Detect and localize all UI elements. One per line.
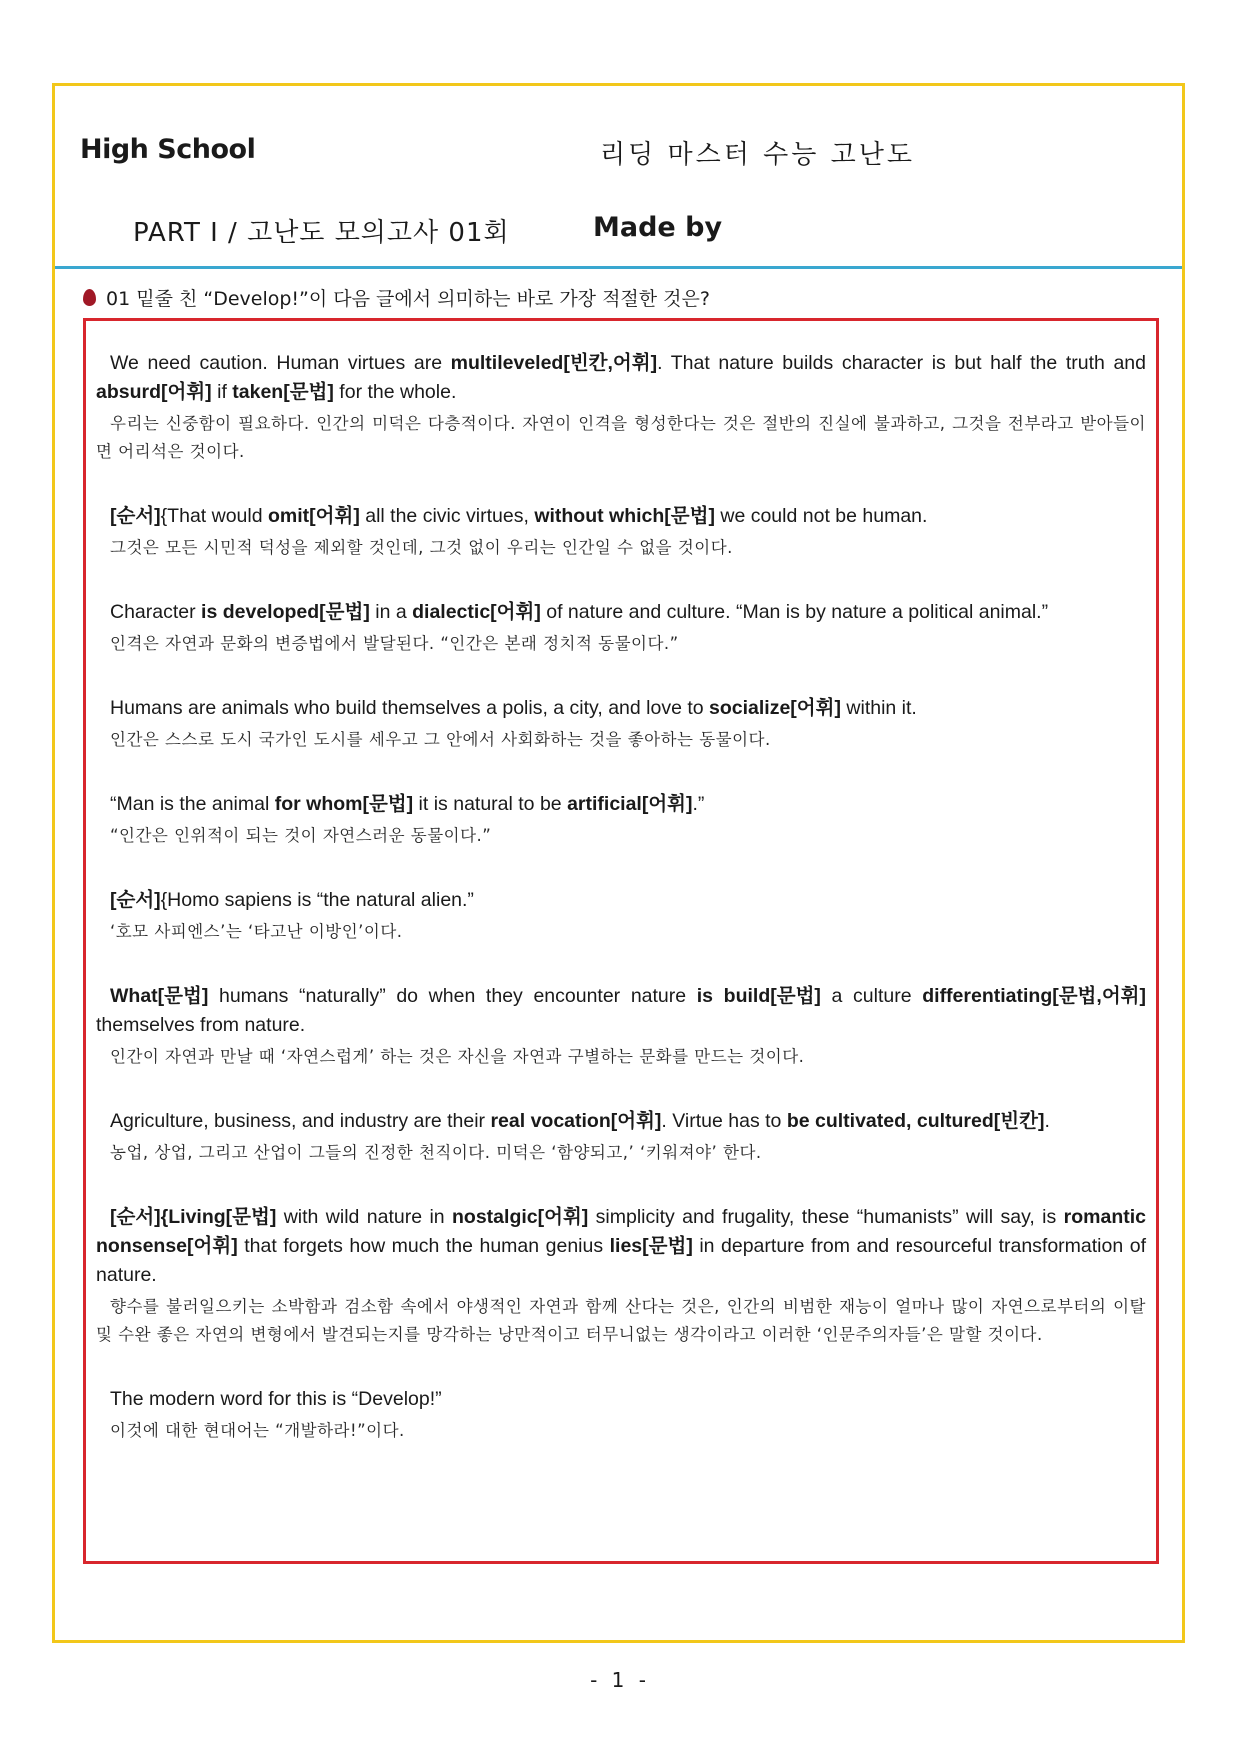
sentence-text: . That nature builds character is but half the truth and	[657, 352, 1146, 374]
sentence-text: of nature and culture. “Man is by nature a political animal.”	[540, 601, 1049, 623]
passage-paragraph	[96, 694, 1146, 754]
sentence-text: within it.	[840, 697, 917, 719]
sentence-text: .”	[692, 793, 705, 815]
passage-paragraph	[96, 502, 1146, 562]
passage-paragraph	[96, 1107, 1146, 1167]
sentence-text: that forgets how much the human genius	[237, 1235, 610, 1257]
sentence-text: .	[1044, 1110, 1050, 1132]
sentence-text: {Homo sapiens is “the natural alien.”	[160, 889, 474, 911]
page-number: - 1 -	[590, 1668, 650, 1692]
keyword-annotation: [순서]	[110, 505, 161, 527]
english-sentence	[96, 1385, 1146, 1414]
english-sentence	[96, 1107, 1146, 1136]
korean-translation: 인격은 자연과 문화의 변증법에서 발달된다. “인간은 본래 정치적 동물이다.”	[110, 634, 679, 653]
english-sentence	[96, 790, 1146, 819]
sentence-text: simplicity and frugality, these “humanists” will say, is	[588, 1206, 1064, 1228]
passage-paragraph	[96, 982, 1146, 1071]
english-sentence	[96, 886, 1146, 915]
sentence-text: with wild nature in	[276, 1206, 453, 1228]
keyword-annotation: absurd[어휘]	[96, 381, 212, 403]
part-label: PART Ⅰ / 고난도 모의고사 01회	[133, 218, 510, 248]
korean-translation: 우리는 신중함이 필요하다. 인간의 미덕은 다층적이다. 자연이 인격을 형성한다는 것은 절반의 진실에 불과하고, 그것을 전부라고 받아들이면 어리석은 것이다.	[96, 414, 1146, 461]
passage-paragraph	[96, 1385, 1146, 1445]
english-sentence	[96, 349, 1146, 407]
keyword-annotation: for whom[문법]	[274, 793, 414, 815]
sentence-text: a culture	[820, 985, 923, 1007]
sentence-text: all the civic virtues,	[359, 505, 535, 527]
book-title: 리딩 마스터 수능 고난도	[600, 140, 915, 170]
passage-paragraph	[96, 349, 1146, 466]
english-sentence	[96, 502, 1146, 531]
page-header	[55, 86, 1182, 269]
sentence-text: in a	[369, 601, 413, 623]
sentence-text: Character	[110, 601, 202, 623]
keyword-annotation: nostalgic[어휘]	[452, 1206, 589, 1228]
keyword-annotation: [순서]	[110, 1206, 161, 1228]
english-sentence	[96, 694, 1146, 723]
made-by-label: Made by	[593, 212, 723, 243]
sentence-text: it is natural to be	[413, 793, 568, 815]
english-sentence	[96, 982, 1146, 1040]
sentence-text: we could not be human.	[714, 505, 928, 527]
korean-translation: 향수를 불러일으키는 소박함과 검소함 속에서 야생적인 자연과 함께 산다는 것은, 인간의 비범한 재능이 얼마나 많이 자연으로부터의 이탈 및 수완 좋은 자연의 변형에서 발견되는지를 망각하는 낭만적이고 터무니없는 생각이라고 이러한 ‘인문주의자들’은 말할 것이다.	[96, 1297, 1146, 1344]
sentence-text: humans “naturally” do when they encounter nature	[208, 985, 697, 1007]
sentence-text: We need caution. Human virtues are	[110, 352, 451, 374]
keyword-annotation: artificial[어휘]	[567, 793, 693, 815]
keyword-annotation: is build[문법]	[696, 985, 821, 1007]
passage-paragraph	[96, 790, 1146, 850]
sentence-text: The modern word for this is “Develop!”	[110, 1388, 442, 1410]
passage-paragraph	[96, 1203, 1146, 1349]
bullet-icon	[83, 289, 96, 306]
passage-paragraph	[96, 598, 1146, 658]
question-text: 01 밑줄 친 “Develop!”이 다음 글에서 의미하는 바로 가장 적절한 것은?	[106, 288, 710, 310]
korean-translation: 그것은 모든 시민적 덕성을 제외할 것인데, 그것 없이 우리는 인간일 수 없을 것이다.	[110, 538, 733, 557]
page-frame	[52, 83, 1185, 1643]
english-sentence	[96, 1203, 1146, 1290]
sentence-text: if	[211, 381, 233, 403]
keyword-annotation: {Living[문법]	[160, 1206, 277, 1228]
korean-translation: ‘호모 사피엔스’는 ‘타고난 이방인’이다.	[110, 922, 403, 941]
english-sentence	[96, 598, 1146, 627]
korean-translation: 인간은 스스로 도시 국가인 도시를 세우고 그 안에서 사회화하는 것을 좋아하는 동물이다.	[110, 730, 771, 749]
keyword-annotation: socialize[어휘]	[709, 697, 841, 719]
korean-translation: “인간은 인위적이 되는 것이 자연스러운 동물이다.”	[110, 826, 492, 845]
korean-translation: 농업, 상업, 그리고 산업이 그들의 진정한 천직이다. 미덕은 ‘함양되고,’ ‘키워져야’ 한다.	[110, 1143, 762, 1162]
korean-translation: 이것에 대한 현대어는 “개발하라!”이다.	[110, 1421, 405, 1440]
keyword-annotation: dialectic[어휘]	[412, 601, 541, 623]
passage-box	[83, 318, 1159, 1564]
sentence-text: Humans are animals who build themselves a polis, a city, and love to	[110, 697, 710, 719]
question-line	[83, 284, 710, 311]
keyword-annotation: differentiating[문법,어휘]	[922, 985, 1146, 1007]
keyword-annotation: multileveled[빈칸,어휘]	[450, 352, 658, 374]
sentence-text: Agriculture, business, and industry are their	[110, 1110, 491, 1132]
school-label: High School	[80, 134, 256, 165]
keyword-annotation: What[문법]	[110, 985, 209, 1007]
keyword-annotation: real vocation[어휘]	[490, 1110, 662, 1132]
korean-translation: 인간이 자연과 만날 때 ‘자연스럽게’ 하는 것은 자신을 자연과 구별하는 문화를 만드는 것이다.	[110, 1047, 805, 1066]
keyword-annotation: without which[문법]	[534, 505, 715, 527]
sentence-text: in departure from and resourceful transformation of nature.	[96, 1235, 1146, 1286]
keyword-annotation: taken[문법]	[232, 381, 334, 403]
keyword-annotation: romantic nonsense[어휘]	[96, 1206, 1147, 1257]
sentence-text: . Virtue has to	[661, 1110, 787, 1132]
sentence-text: {That would	[160, 505, 268, 527]
keyword-annotation: is developed[문법]	[201, 601, 370, 623]
keyword-annotation: omit[어휘]	[268, 505, 360, 527]
sentence-text: themselves from nature.	[96, 1014, 306, 1036]
keyword-annotation: [순서]	[110, 889, 161, 911]
passage-paragraph	[96, 886, 1146, 946]
sentence-text: for the whole.	[333, 381, 457, 403]
keyword-annotation: lies[문법]	[609, 1235, 693, 1257]
sentence-text: “Man is the animal	[110, 793, 275, 815]
keyword-annotation: be cultivated, cultured[빈칸]	[786, 1110, 1045, 1132]
